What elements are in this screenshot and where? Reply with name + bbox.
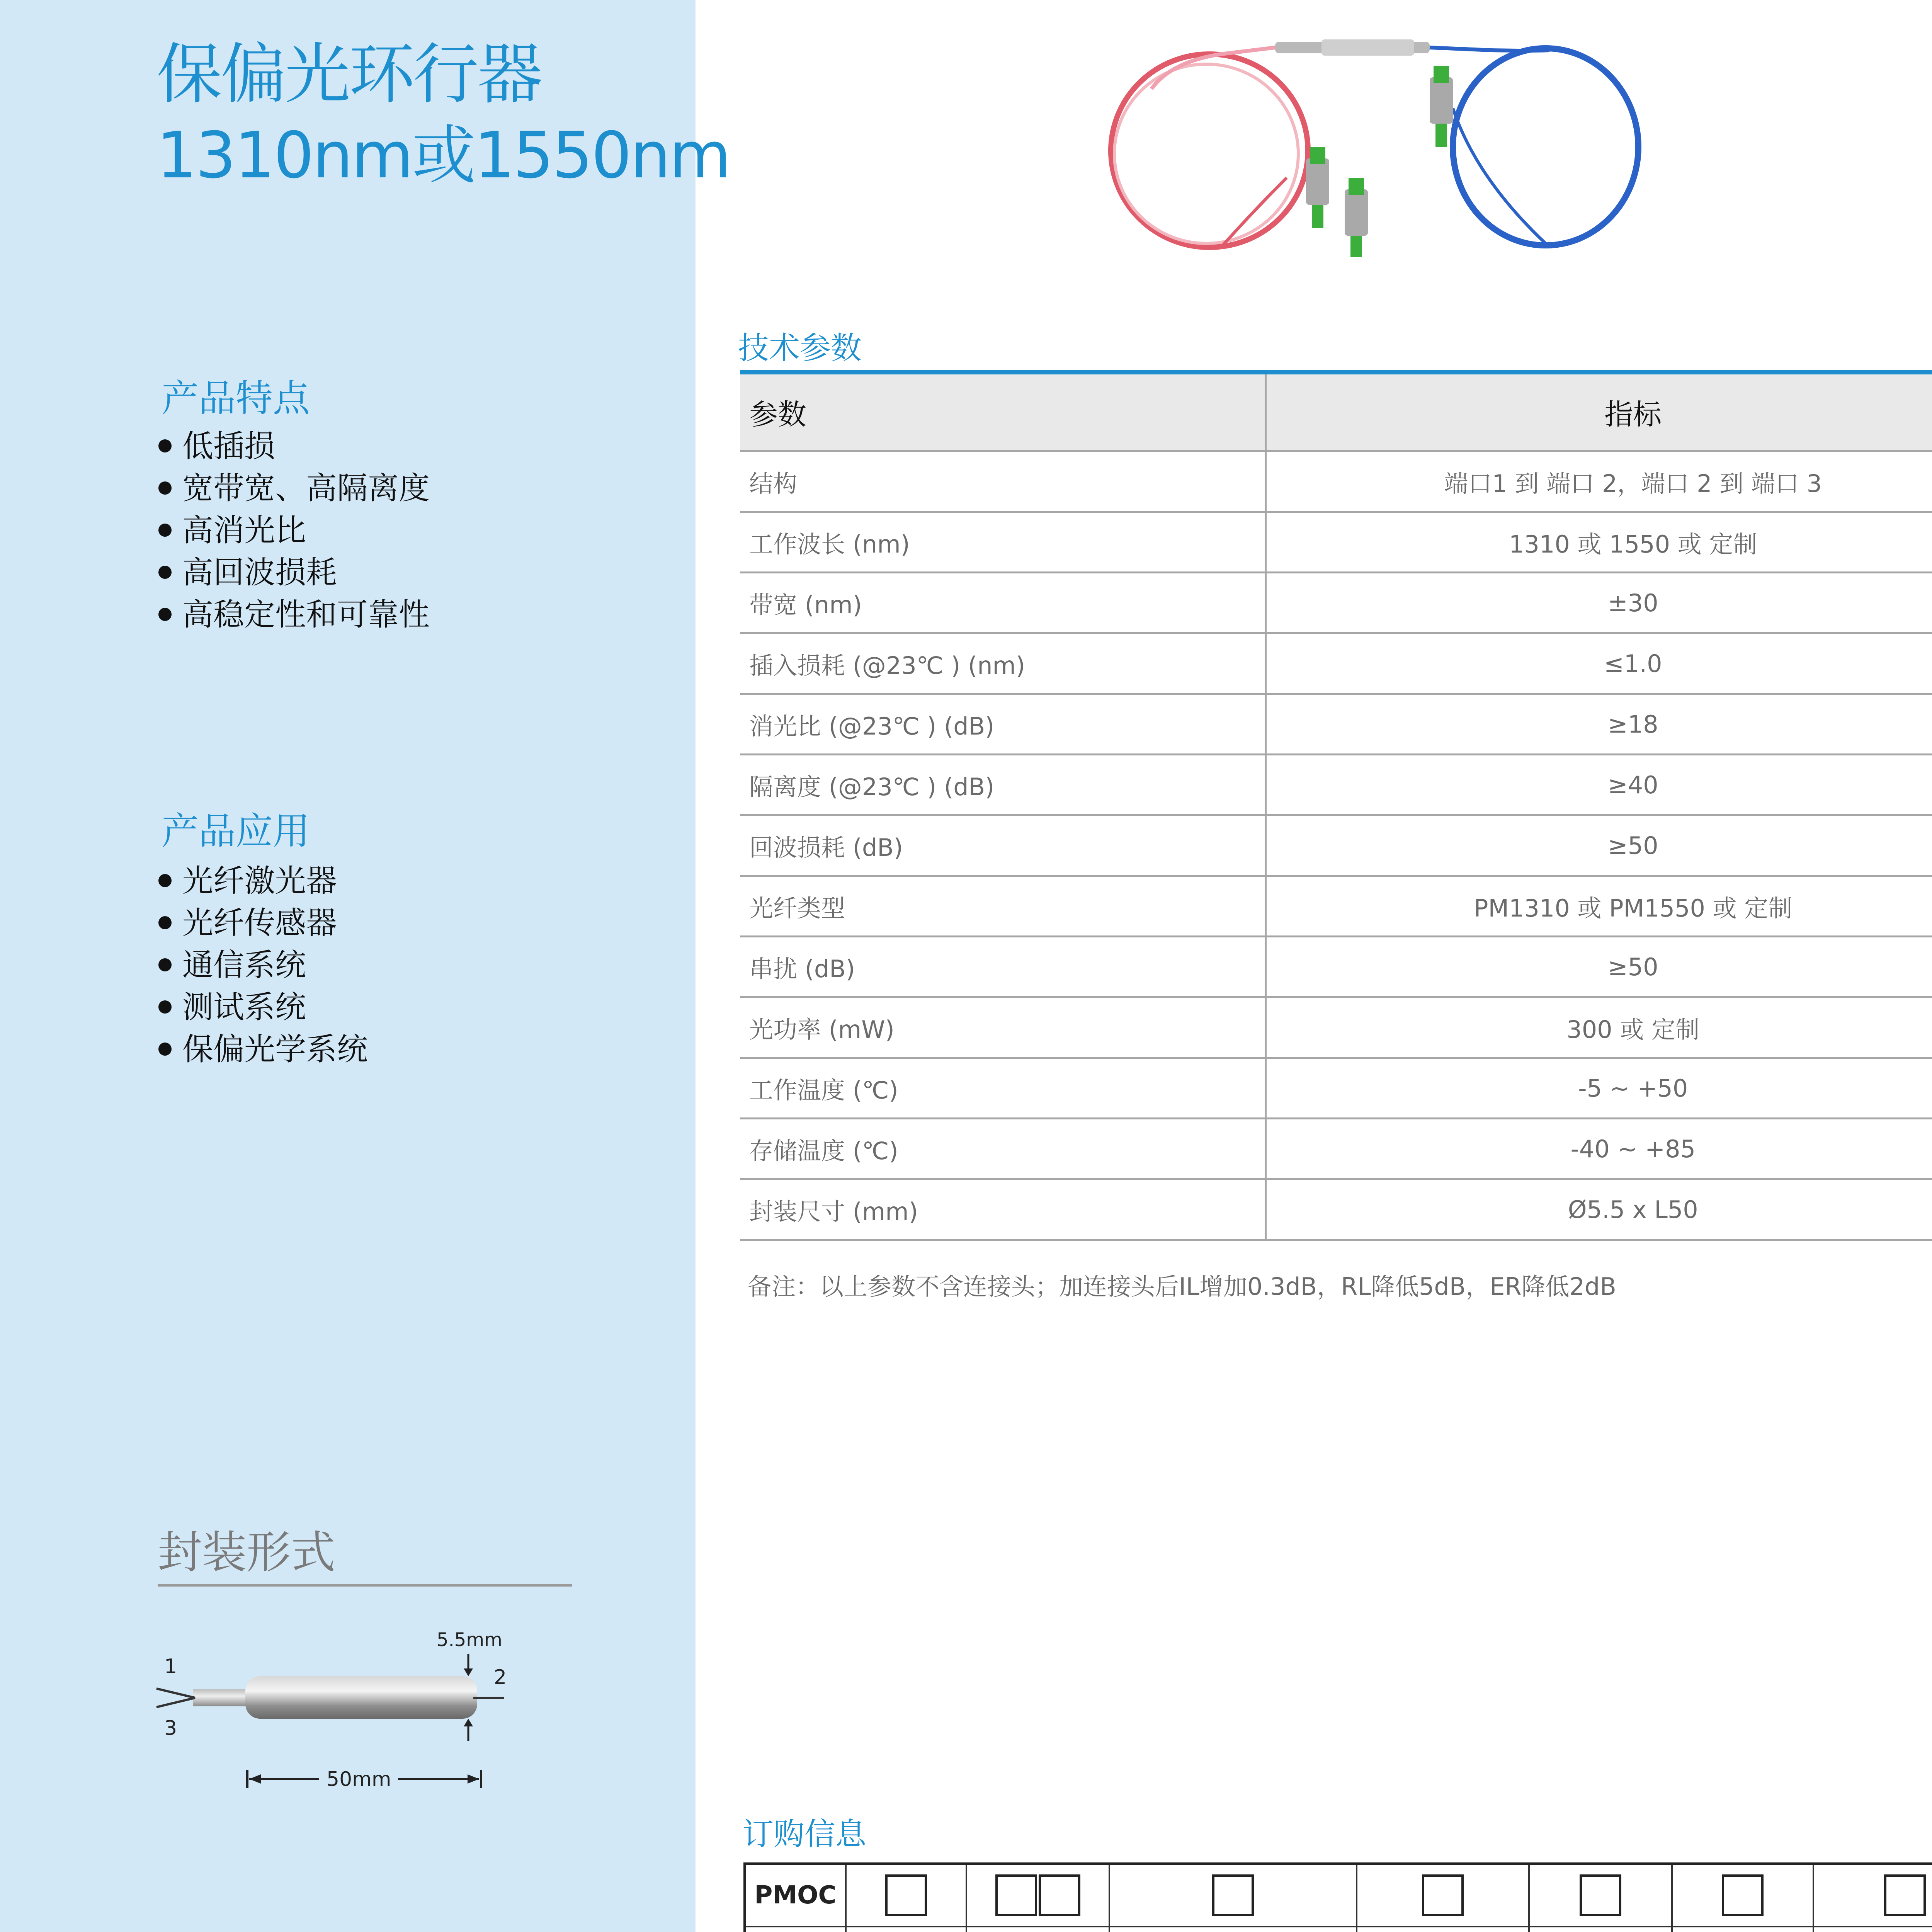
dimension-arrowhead — [249, 1774, 261, 1784]
param-cell: 光功率 (mW) — [740, 997, 1265, 1058]
order-label-row — [745, 1927, 1932, 1932]
specs-heading-bar — [740, 370, 1932, 374]
order-column-label — [1813, 1927, 1932, 1932]
order-code-cell — [966, 1864, 1109, 1927]
fiber — [1453, 108, 1546, 243]
list-item: 通信系统 — [158, 944, 368, 986]
code-checkbox[interactable] — [995, 1874, 1037, 1916]
code-checkbox[interactable] — [1422, 1874, 1464, 1916]
param-cell: 工作温度 (℃) — [740, 1058, 1265, 1119]
param-cell: 消光比 (@23℃ ) (dB) — [740, 694, 1265, 755]
connector-icon — [1430, 66, 1453, 147]
param-cell: 光纤类型 — [740, 876, 1265, 937]
value-cell: PM1310 或 PM1550 或 定制 — [1265, 876, 1932, 937]
bullet-icon — [158, 916, 172, 929]
length-label: 50mm — [327, 1768, 391, 1791]
list-item: 高回波损耗 — [158, 551, 430, 594]
order-table — [743, 1862, 1932, 1932]
port-2-label: 2 — [494, 1666, 507, 1689]
value-cell: -40 ~ +85 — [1265, 1119, 1932, 1179]
order-code-cell — [1813, 1864, 1932, 1927]
dimension-arrowhead — [464, 1668, 473, 1676]
param-cell: 封装尺寸 (mm) — [740, 1179, 1265, 1240]
order-prefix-blank — [745, 1927, 846, 1932]
list-item: 高消光比 — [158, 509, 430, 551]
table-row — [740, 1058, 1932, 1119]
order-column-label — [846, 1927, 966, 1932]
package-heading: 封装形式 — [158, 1527, 336, 1578]
red-fiber-loop — [1114, 64, 1298, 243]
port-3-label: 3 — [164, 1717, 177, 1740]
diameter-label: 5.5mm — [437, 1629, 502, 1651]
list-item: 光纤传感器 — [158, 902, 368, 944]
header-cell-param: 参数 — [740, 374, 1265, 451]
param-cell: 工作波长 (nm) — [740, 512, 1265, 573]
code-checkbox[interactable] — [1884, 1874, 1926, 1916]
order-code-cell — [1672, 1864, 1813, 1927]
divider — [158, 1584, 572, 1587]
value-cell: -5 ~ +50 — [1265, 1058, 1932, 1119]
value-cell: ≤1.0 — [1265, 633, 1932, 694]
port-1-label: 1 — [164, 1655, 177, 1678]
value-cell: ≥50 — [1265, 815, 1932, 876]
table-header-row — [740, 374, 1932, 451]
code-checkbox[interactable] — [885, 1874, 927, 1916]
order-code-cell — [1357, 1864, 1529, 1927]
value-cell: ≥18 — [1265, 694, 1932, 755]
param-cell: 插入损耗 (@23℃ ) (nm) — [740, 633, 1265, 694]
list-item: 保偏光学系统 — [158, 1028, 368, 1070]
specs-heading: 技术参数 — [738, 330, 862, 366]
code-checkbox[interactable] — [1722, 1874, 1764, 1916]
code-checkbox[interactable] — [1580, 1874, 1621, 1916]
product-title: 保偏光环行器 — [156, 36, 542, 113]
product-photo — [1105, 31, 1654, 263]
param-cell: 串扰 (dB) — [740, 937, 1265, 997]
specs-note: 备注：以上参数不含连接头；加连接头后IL增加0.3dB，RL降低5dB，ER降低2dB — [748, 1272, 1616, 1301]
value-cell: ±30 — [1265, 573, 1932, 633]
table-row — [740, 573, 1932, 633]
product-subtitle: 1310nm或1550nm — [156, 118, 730, 192]
table-row — [740, 815, 1932, 876]
table-row — [740, 755, 1932, 815]
bullet-icon — [158, 1043, 172, 1056]
code-checkbox[interactable] — [1039, 1874, 1080, 1916]
blue-fiber-loop — [1453, 48, 1638, 245]
value-cell: ≥50 — [1265, 937, 1932, 997]
value-cell: 300 或 定制 — [1265, 997, 1932, 1058]
header-cell-value: 指标 — [1265, 374, 1932, 451]
value-cell: 端口1 到 端口 2，端口 2 到 端口 3 — [1265, 451, 1932, 512]
list-item: 低插损 — [158, 425, 430, 467]
code-checkbox[interactable] — [1212, 1874, 1254, 1916]
package-diagram — [153, 1623, 582, 1808]
table-row — [740, 451, 1932, 512]
param-cell: 结构 — [740, 451, 1265, 512]
order-code-row — [745, 1864, 1932, 1927]
connector-icon — [1306, 147, 1329, 228]
port-line — [156, 1698, 195, 1707]
order-column-label — [1357, 1927, 1529, 1932]
order-heading: 订购信息 — [743, 1816, 866, 1852]
value-cell: ≥40 — [1265, 755, 1932, 815]
connector-icon — [1345, 178, 1368, 257]
param-cell: 存储温度 (℃) — [740, 1119, 1265, 1179]
list-item: 光纤激光器 — [158, 860, 368, 902]
value-cell: Ø5.5 x L50 — [1265, 1179, 1932, 1240]
param-cell: 回波损耗 (dB) — [740, 815, 1265, 876]
applications-heading: 产品应用 — [162, 810, 310, 853]
package-body — [245, 1676, 477, 1719]
bullet-icon — [158, 958, 172, 971]
table-row — [740, 633, 1932, 694]
bullet-icon — [158, 439, 172, 452]
specs-table — [740, 374, 1932, 1241]
table-row — [740, 1119, 1932, 1179]
value-cell: 1310 或 1550 或 定制 — [1265, 512, 1932, 573]
list-item: 测试系统 — [158, 986, 368, 1028]
order-column-label — [1672, 1927, 1813, 1932]
list-item: 高稳定性和可靠性 — [158, 594, 430, 636]
applications-list — [158, 860, 368, 1070]
order-prefix: PMOC — [745, 1864, 846, 1927]
bullet-icon — [158, 524, 172, 537]
port-line — [156, 1689, 195, 1698]
table-row — [740, 512, 1932, 573]
order-code-cell — [1109, 1864, 1357, 1927]
dimension-arrowhead — [468, 1774, 479, 1784]
features-list — [158, 425, 430, 636]
order-code-cell — [1529, 1864, 1672, 1927]
order-column-label — [966, 1927, 1109, 1932]
table-row — [740, 997, 1932, 1058]
order-column-label — [1109, 1927, 1357, 1932]
table-row — [740, 937, 1932, 997]
bullet-icon — [158, 608, 172, 621]
features-heading: 产品特点 — [162, 377, 310, 420]
bullet-icon — [158, 874, 172, 887]
table-row — [740, 694, 1932, 755]
param-cell: 带宽 (nm) — [740, 573, 1265, 633]
list-item: 宽带宽、高隔离度 — [158, 467, 430, 509]
order-code-cell — [846, 1864, 966, 1927]
order-column-label — [1529, 1927, 1672, 1932]
bullet-icon — [158, 481, 172, 495]
table-row — [740, 876, 1932, 937]
param-cell: 隔离度 (@23℃ ) (dB) — [740, 755, 1265, 815]
dimension-arrowhead — [464, 1719, 473, 1726]
bullet-icon — [158, 1000, 172, 1014]
table-row — [740, 1179, 1932, 1240]
circulator-body — [1321, 39, 1414, 56]
bullet-icon — [158, 566, 172, 579]
